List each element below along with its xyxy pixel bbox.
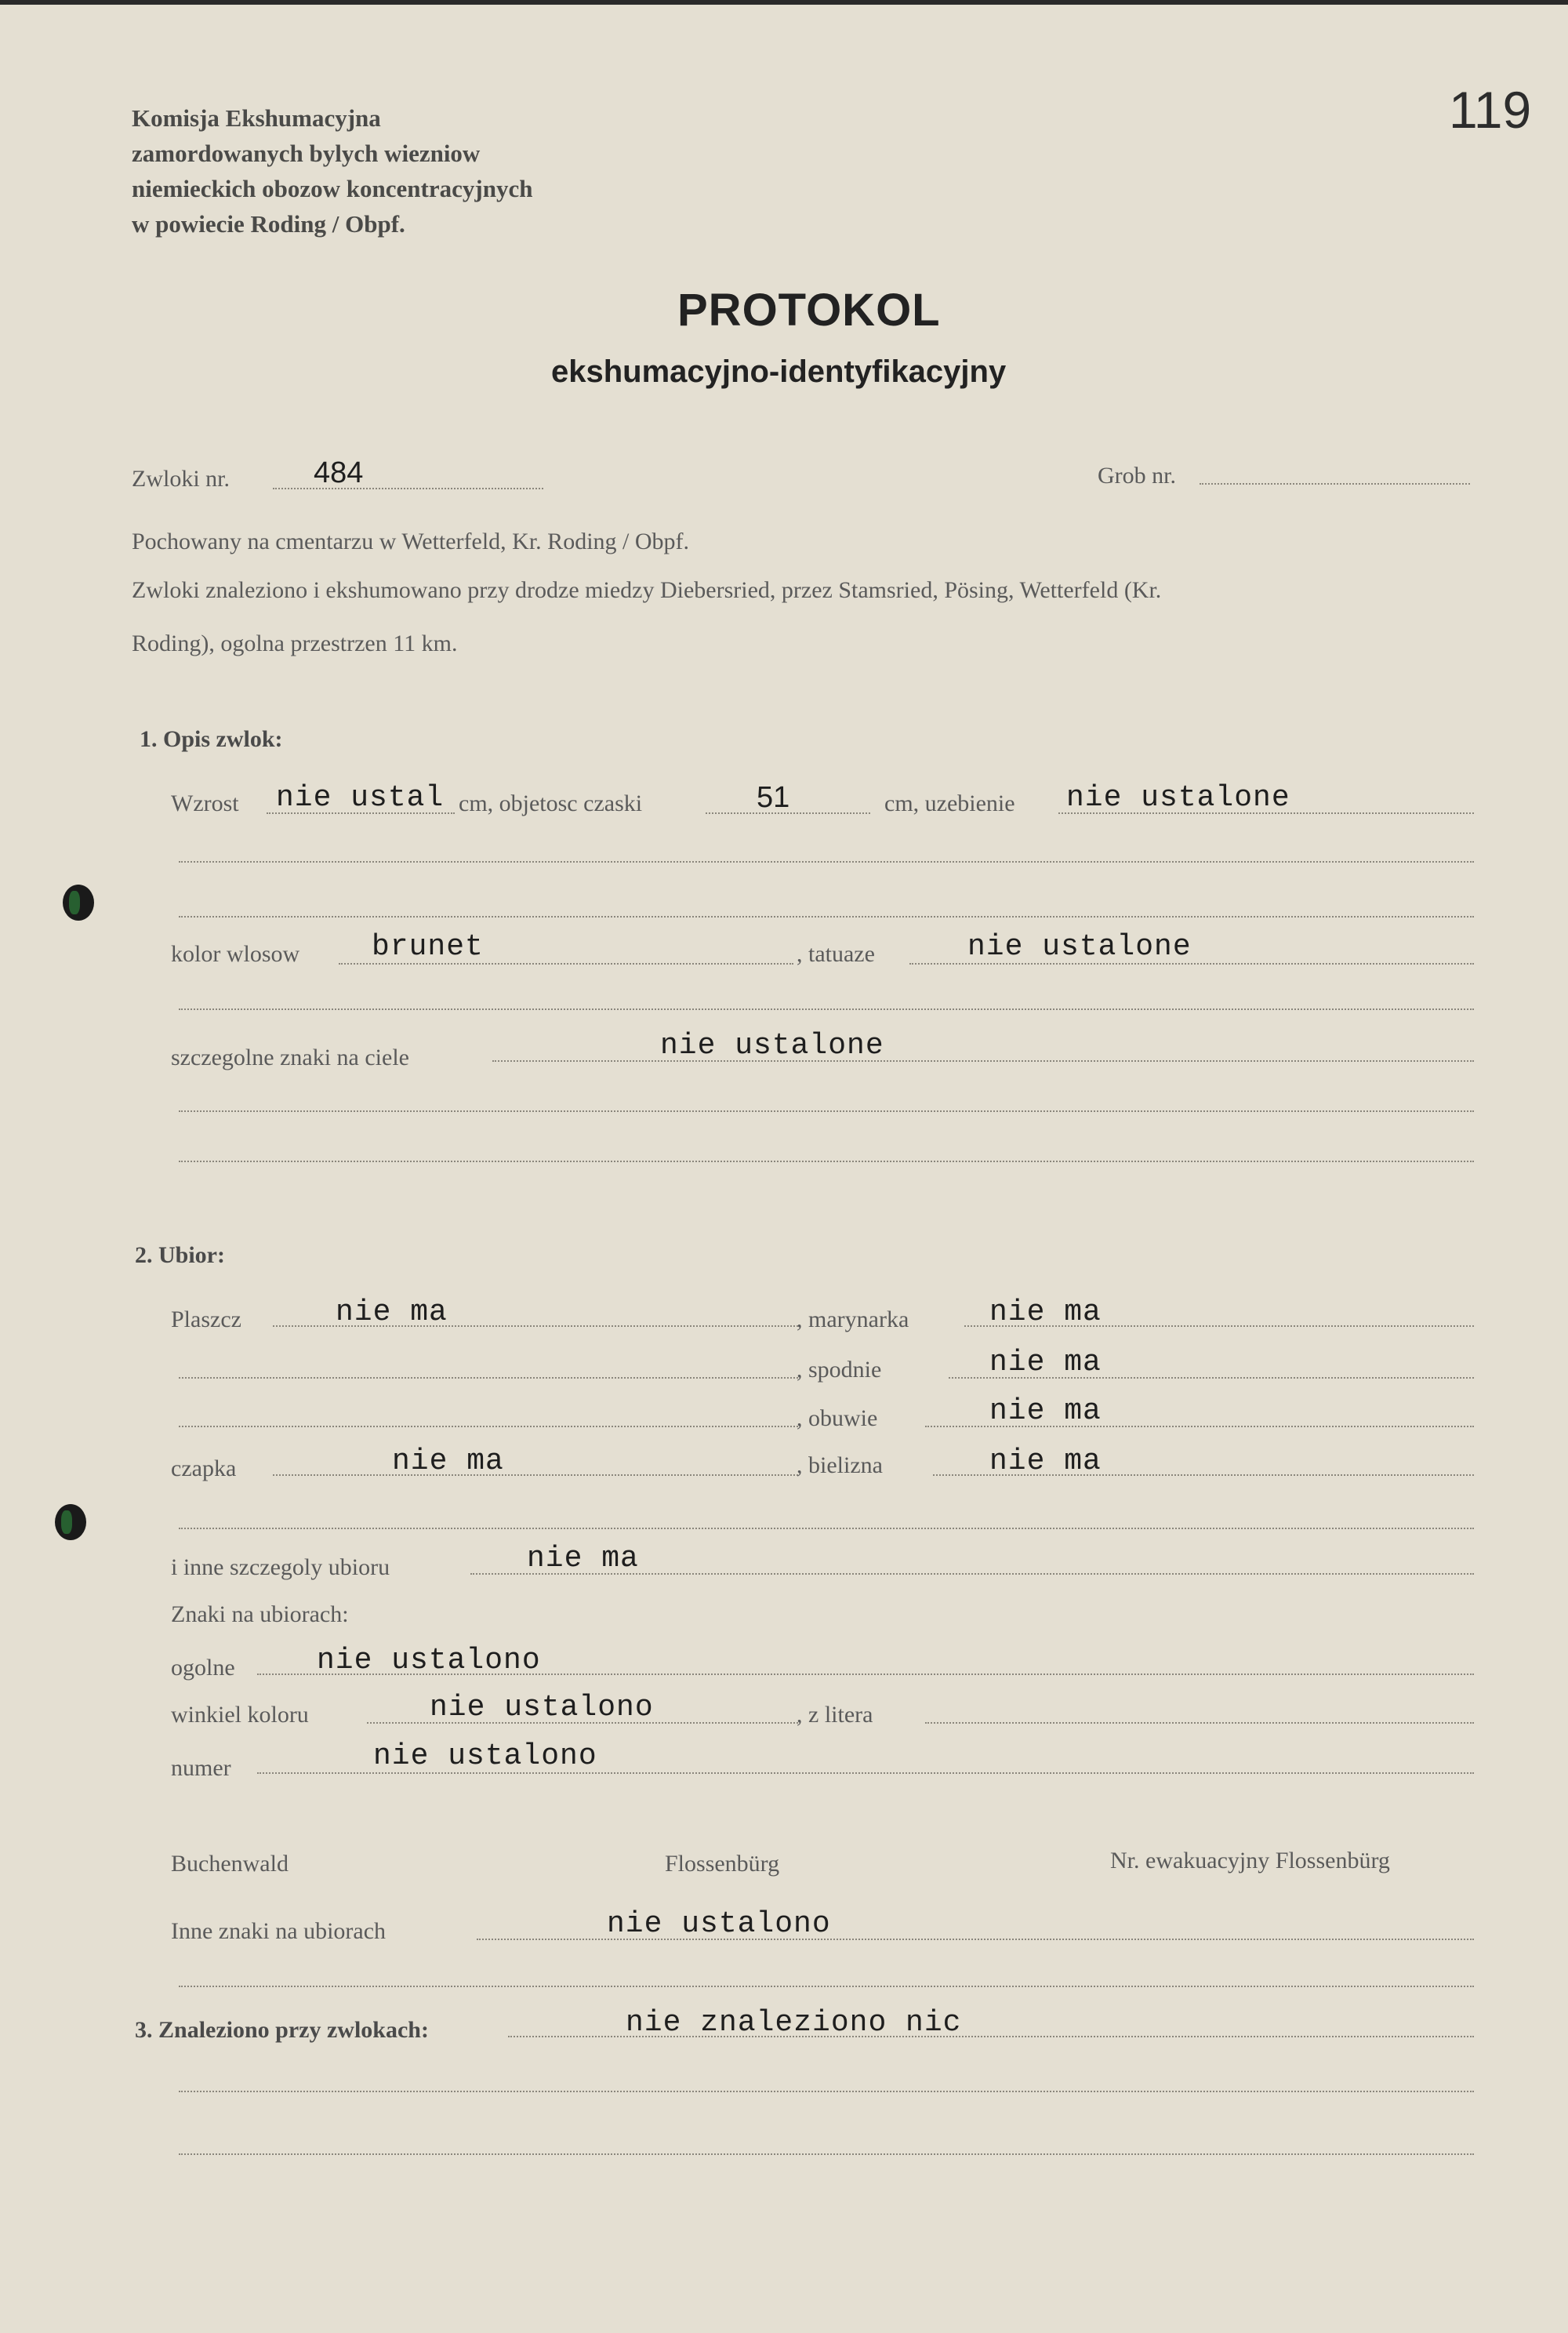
spodnie-label: , spodnie	[797, 1357, 882, 1383]
inne-szczegoly-value: nie ma	[527, 1542, 639, 1575]
punch-hole-top	[63, 885, 94, 921]
tatuaze-value: nie ustalone	[967, 930, 1192, 964]
blank-dotted-line-9	[179, 2153, 1474, 2155]
zwloki-value: 484	[314, 456, 364, 489]
pochowany-text: Pochowany na cmentarzu w Wetterfeld, Kr. Roding / Obpf.	[132, 529, 690, 554]
section-3-value: nie znaleziono nic	[626, 2006, 962, 2040]
numer-value: nie ustalono	[373, 1739, 597, 1773]
grob-label: Grob nr.	[1098, 463, 1176, 489]
zwloki-label: Zwloki nr.	[132, 466, 230, 492]
blank-dotted-line-5	[179, 1161, 1474, 1162]
winkiel-value: nie ustalono	[430, 1691, 654, 1724]
blank-dotted-line-2	[179, 916, 1474, 918]
obuwie-value: nie ma	[989, 1394, 1102, 1428]
tatuaze-label: , tatuaze	[797, 941, 875, 967]
kolor-wlosow-value: brunet	[372, 930, 484, 964]
document-subtitle: ekshumacyjno-identyfikacyjny	[551, 354, 1007, 389]
czapka-label: czapka	[171, 1455, 237, 1481]
ogolne-value: nie ustalono	[317, 1644, 541, 1677]
section-1-heading: 1. Opis zwlok:	[140, 726, 283, 752]
znaki-na-ciele-value: nie ustalone	[660, 1029, 884, 1063]
objetosc-label: cm, objetosc czaski	[459, 790, 643, 816]
blank-dotted-line-8	[179, 2091, 1474, 2092]
marynarka-value: nie ma	[989, 1296, 1102, 1329]
znaki-dotted-line	[492, 1060, 1474, 1062]
inne-znaki-label: Inne znaki na ubiorach	[171, 1918, 387, 1944]
page-number: 119	[1449, 81, 1532, 139]
punch-hole-bottom	[55, 1504, 86, 1540]
org-line-3: niemieckich obozow koncentracyjnych	[132, 175, 533, 202]
document-title: PROTOKOL	[677, 285, 941, 336]
znaki-na-ubiorach-label: Znaki na ubiorach:	[171, 1601, 349, 1627]
wzrost-label: Wzrost	[171, 790, 239, 816]
czaszka-value: 51	[757, 781, 790, 814]
blank-dotted-line-6	[179, 1528, 1474, 1529]
blank-dotted-line-4	[179, 1110, 1474, 1112]
section-3-heading: 3. Znaleziono przy zwlokach:	[135, 2017, 429, 2043]
org-line-2: zamordowanych bylych wiezniow	[132, 140, 481, 167]
uzebienie-value: nie ustalone	[1066, 781, 1290, 815]
org-line-4: w powiecie Roding / Obpf.	[132, 210, 405, 238]
inne-szczegoly-label: i inne szczegoly ubioru	[171, 1554, 390, 1580]
z-litera-dotted-line	[925, 1722, 1474, 1724]
marynarka-label: , marynarka	[797, 1306, 909, 1332]
org-line-1: Komisja Ekshumacyjna	[132, 104, 381, 132]
plaszcz-label: Plaszcz	[171, 1306, 241, 1332]
buchenwald-label: Buchenwald	[171, 1851, 289, 1877]
flossenburg-label: Flossenbürg	[665, 1851, 780, 1877]
numer-label: numer	[171, 1755, 231, 1781]
z-litera-label: , z litera	[797, 1702, 873, 1728]
spodnie-value: nie ma	[989, 1346, 1102, 1379]
plaszcz-value: nie ma	[336, 1296, 448, 1329]
kolor-wlosow-label: kolor wlosow	[171, 941, 300, 967]
znaki-na-ciele-label: szczegolne znaki na ciele	[171, 1045, 409, 1070]
znaleziono-text-line1: Zwloki znaleziono i ekshumowano przy drodze miedzy Diebersried, przez Stamsried, Pösing, Wetterfeld (Kr.	[132, 577, 1162, 603]
czapka-value: nie ma	[392, 1444, 504, 1478]
blank-dotted-line-1	[179, 861, 1474, 863]
czapka-dotted-line	[273, 1474, 798, 1476]
uzebienie-label: cm, uzebienie	[884, 790, 1015, 816]
section-2-heading: 2. Ubior:	[135, 1242, 225, 1268]
winkiel-label: winkiel koloru	[171, 1702, 309, 1728]
grob-dotted-line	[1200, 483, 1470, 485]
znaleziono-text-line2: Roding), ogolna przestrzen 11 km.	[132, 630, 458, 656]
wzrost-value: nie ustal	[276, 781, 445, 815]
obuwie-label: , obuwie	[797, 1405, 878, 1431]
obuwie-left-dotted-line	[179, 1426, 798, 1427]
ewakuacyjny-label: Nr. ewakuacyjny Flossenbürg	[1110, 1848, 1390, 1873]
blank-dotted-line-7	[179, 1986, 1474, 1987]
inne-znaki-value: nie ustalono	[607, 1907, 831, 1941]
bielizna-label: , bielizna	[797, 1452, 883, 1478]
spodnie-left-dotted-line	[179, 1377, 798, 1379]
blank-dotted-line-3	[179, 1008, 1474, 1010]
ogolne-label: ogolne	[171, 1655, 235, 1681]
bielizna-value: nie ma	[989, 1444, 1102, 1478]
